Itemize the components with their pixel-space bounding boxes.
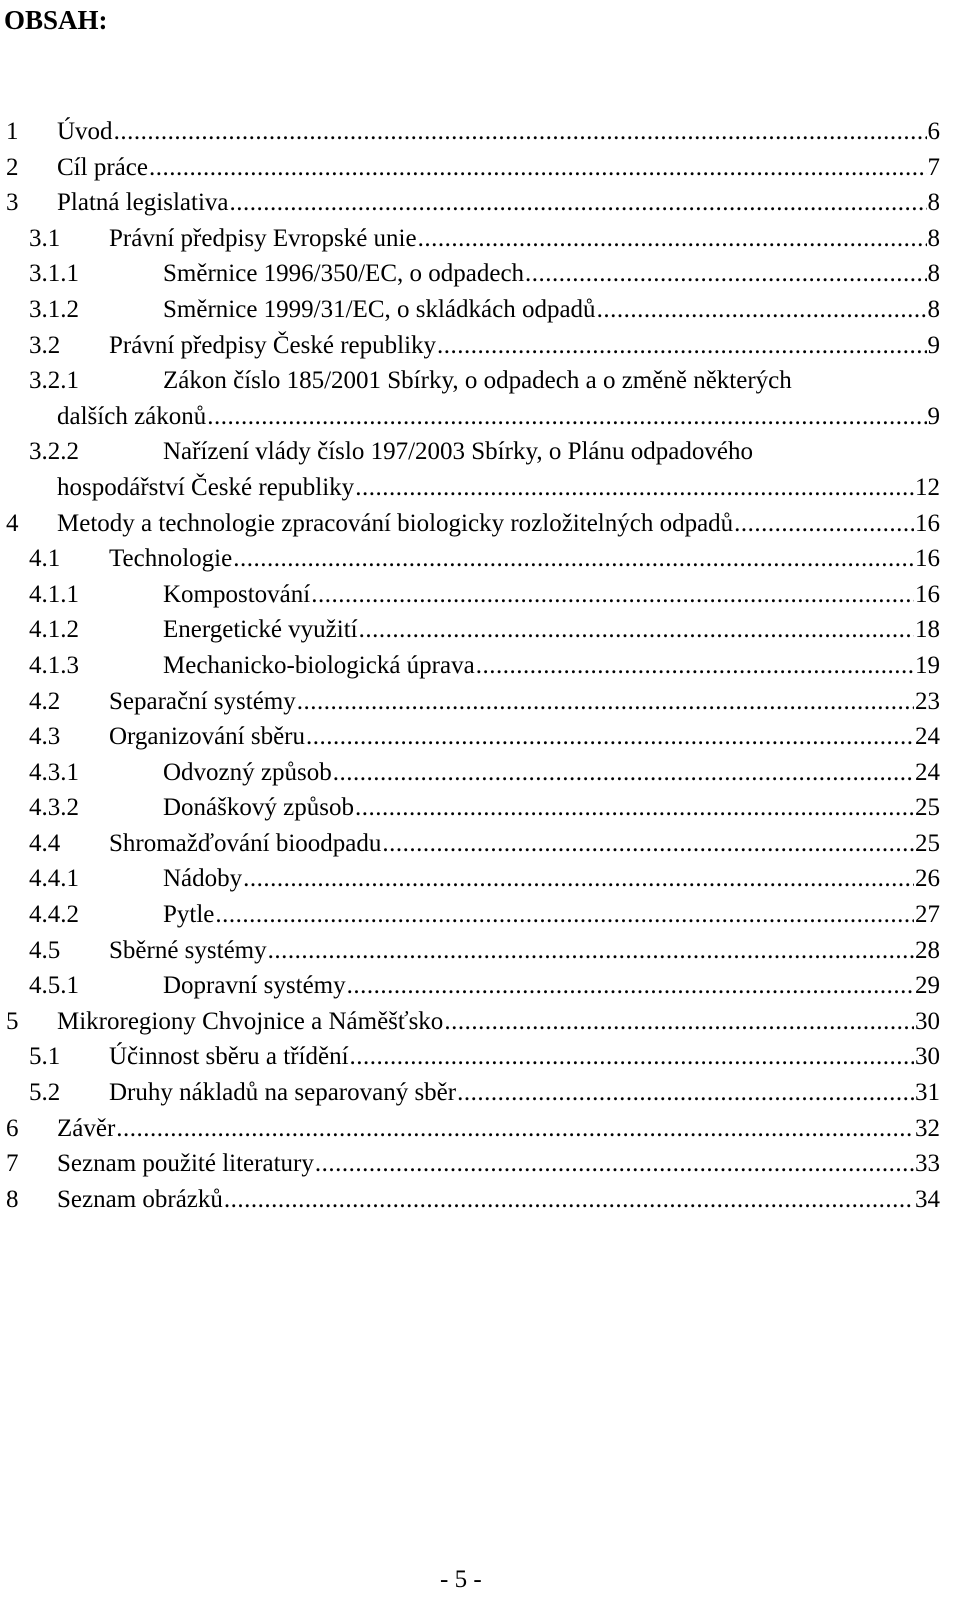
toc-entry[interactable] — [6, 719, 940, 755]
toc-entry-number: 4.1.1 — [29, 580, 79, 608]
toc-entry-title: Směrnice 1999/31/EC, o skládkách odpadů — [163, 295, 596, 323]
toc-entry[interactable] — [6, 185, 940, 221]
toc-entry-page: 29 — [915, 972, 940, 1000]
dot-leader — [347, 968, 914, 1004]
toc-entry-title: hospodářství České republiky — [57, 473, 355, 501]
toc-entry-title: Nádoby — [163, 865, 243, 893]
toc-entry[interactable] — [6, 933, 940, 969]
toc-entry-page: 16 — [915, 545, 940, 573]
dot-leader — [149, 150, 927, 186]
toc-entry-number: 4.4.2 — [29, 901, 79, 929]
toc-entry-page: 9 — [927, 331, 940, 359]
toc-entry-title: Shromažďování bioodpadu — [109, 829, 382, 857]
dot-leader — [333, 755, 914, 791]
toc-entry[interactable] — [6, 256, 940, 292]
toc-entry-page: 8 — [927, 189, 940, 217]
toc-entry-page: 24 — [915, 758, 940, 786]
toc-entry-title: Mikroregiony Chvojnice a Náměšťsko — [57, 1007, 444, 1035]
toc-entry-page: 18 — [915, 616, 940, 644]
toc-entry-page: 28 — [915, 936, 940, 964]
toc-entry-page: 32 — [915, 1114, 940, 1142]
dot-leader — [215, 897, 914, 933]
toc-entry-page: 24 — [915, 723, 940, 751]
toc-entry-title: Metody a technologie zpracování biologicky rozložitelných odpadů — [57, 509, 734, 537]
toc-entry[interactable] — [6, 577, 940, 613]
toc-entry[interactable] — [6, 541, 940, 577]
toc-entry-number: 4.1.3 — [29, 651, 79, 679]
toc-entry-page: 16 — [915, 580, 940, 608]
toc-entry-title: Pytle — [163, 901, 215, 929]
toc-entry[interactable] — [6, 434, 940, 505]
toc-entry-number: 3 — [6, 189, 19, 217]
toc-entry-title: Směrnice 1996/350/EC, o odpadech — [163, 260, 525, 288]
toc-entry-page: 8 — [927, 224, 940, 252]
dot-leader — [597, 292, 927, 328]
dot-leader — [476, 648, 914, 684]
toc-entry[interactable] — [6, 968, 940, 1004]
toc-entry-page: 25 — [915, 829, 940, 857]
toc-entry-number: 4.5 — [29, 936, 61, 964]
toc-entry-number: 3.2 — [29, 331, 61, 359]
toc-entry-title: Odvozný způsob — [163, 758, 332, 786]
toc-entry-title: Mechanicko-biologická úprava — [163, 651, 475, 679]
toc-entry-title: Organizování sběru — [109, 723, 306, 751]
toc-entry-number: 4.4.1 — [29, 865, 79, 893]
dot-leader — [525, 256, 926, 292]
toc-entry-title: Dopravní systémy — [163, 972, 346, 1000]
toc-entry-number: 3.1 — [29, 224, 61, 252]
toc-entry-page: 23 — [915, 687, 940, 715]
dot-leader — [268, 933, 914, 969]
dot-leader — [418, 221, 927, 257]
toc-entry-number: 3.2.1 — [29, 367, 79, 395]
toc-entry-number: 4.4 — [29, 829, 61, 857]
toc-entry-page: 7 — [927, 153, 940, 181]
toc-entry-page: 33 — [915, 1150, 940, 1178]
toc-entry-title: dalších zákonů — [57, 402, 207, 430]
toc-entry[interactable] — [6, 1039, 940, 1075]
toc-entry-title: Závěr — [57, 1114, 116, 1142]
toc-entry-title: Zákon číslo 185/2001 Sbírky, o odpadech a o změně některých — [163, 367, 792, 395]
toc-entry[interactable] — [6, 648, 940, 684]
dot-leader — [306, 719, 914, 755]
page-title: OBSAH: — [4, 5, 108, 35]
toc-entry-title: Technologie — [109, 545, 233, 573]
dot-leader — [734, 506, 914, 542]
dot-leader — [437, 328, 926, 364]
dot-leader — [311, 577, 914, 613]
toc-entry[interactable] — [6, 612, 940, 648]
toc-entry-number: 4.1.2 — [29, 616, 79, 644]
dot-leader — [114, 114, 927, 150]
toc-entry-number: 2 — [6, 153, 19, 181]
toc-entry-number: 4.1 — [29, 545, 61, 573]
dot-leader — [457, 1075, 914, 1111]
dot-leader — [233, 541, 914, 577]
toc-entry-title: Sběrné systémy — [109, 936, 267, 964]
toc-entry-title: Úvod — [57, 118, 113, 145]
toc-entry[interactable] — [6, 1146, 940, 1182]
dot-leader — [315, 1146, 914, 1182]
toc-entry-page: 25 — [915, 794, 940, 822]
toc-entry-number: 4.5.1 — [29, 972, 79, 1000]
toc-entry[interactable] — [6, 221, 940, 257]
toc-entry-number: 3.1.1 — [29, 260, 79, 288]
toc-entry-title: Nařízení vlády číslo 197/2003 Sbírky, o Plánu odpadového — [163, 438, 753, 466]
dot-leader — [382, 826, 914, 862]
toc-entry-page: 27 — [915, 901, 940, 929]
toc-entry-title: Právní předpisy České republiky — [109, 331, 437, 359]
toc-entry-number: 5.1 — [29, 1043, 61, 1071]
toc-entry-number: 5.2 — [29, 1079, 61, 1107]
toc-entry-page: 30 — [915, 1007, 940, 1035]
dot-leader — [297, 684, 914, 720]
toc-entry-number: 5 — [6, 1007, 19, 1035]
dot-leader — [355, 470, 914, 506]
toc-entry[interactable] — [6, 755, 940, 791]
toc-entry-page: 31 — [915, 1079, 940, 1107]
toc-entry-title: Kompostování — [163, 580, 311, 608]
toc-entry-number: 3.1.2 — [29, 295, 79, 323]
dot-leader — [229, 185, 926, 221]
toc-entry[interactable] — [6, 1075, 940, 1111]
dot-leader — [355, 790, 914, 826]
toc-entry[interactable] — [6, 684, 940, 720]
toc-entry-title: Platná legislativa — [57, 189, 229, 217]
toc-entry-title: Donáškový způsob — [163, 794, 354, 822]
toc-entry-number: 7 — [6, 1150, 19, 1178]
toc-entry-number: 4 — [6, 509, 19, 537]
toc-entry-number: 4.3 — [29, 723, 61, 751]
toc-entry[interactable] — [6, 1111, 940, 1147]
toc-entry-title: Druhy nákladů na separovaný sběr — [109, 1079, 457, 1107]
toc-entry-page: 9 — [927, 402, 940, 430]
toc-entry[interactable] — [6, 826, 940, 862]
toc-entry-page: 34 — [915, 1185, 940, 1213]
toc-entry[interactable] — [6, 328, 940, 364]
toc-entry-page: 8 — [927, 260, 940, 288]
table-of-contents — [6, 114, 940, 1217]
dot-leader — [350, 1039, 914, 1075]
toc-entry-page: 26 — [915, 865, 940, 893]
toc-entry-title: Energetické využití — [163, 616, 358, 644]
toc-entry[interactable] — [6, 790, 940, 826]
dot-leader — [444, 1004, 914, 1040]
toc-entry-number: 4.3.2 — [29, 794, 79, 822]
toc-entry[interactable] — [6, 1004, 940, 1040]
toc-entry-page: 8 — [927, 295, 940, 323]
toc-entry-page: 6 — [927, 118, 940, 145]
toc-entry[interactable] — [6, 292, 940, 328]
toc-entry-title: Cíl práce — [57, 153, 148, 181]
page-number: - 5 - — [440, 1566, 482, 1593]
toc-entry-title: Separační systémy — [109, 687, 296, 715]
toc-entry[interactable] — [6, 897, 940, 933]
toc-entry[interactable] — [6, 150, 940, 186]
toc-entry-page: 19 — [915, 651, 940, 679]
toc-entry[interactable] — [6, 1182, 940, 1218]
toc-entry-page: 16 — [915, 509, 940, 537]
toc-entry-title: Právní předpisy Evropské unie — [109, 224, 417, 252]
toc-entry[interactable] — [6, 861, 940, 897]
toc-entry-number: 1 — [6, 118, 19, 145]
dot-leader — [207, 399, 926, 435]
toc-entry-number: 8 — [6, 1185, 19, 1213]
toc-entry-number: 3.2.2 — [29, 438, 79, 466]
toc-entry-number: 4.3.1 — [29, 758, 79, 786]
dot-leader — [116, 1111, 914, 1147]
dot-leader — [359, 612, 914, 648]
toc-entry-number: 6 — [6, 1114, 19, 1142]
toc-entry[interactable] — [6, 506, 940, 542]
toc-entry-title: Seznam obrázků — [57, 1185, 223, 1213]
dot-leader — [243, 861, 914, 897]
toc-entry-page: 30 — [915, 1043, 940, 1071]
toc-entry[interactable] — [6, 114, 940, 150]
toc-entry[interactable] — [6, 363, 940, 434]
toc-entry-number: 4.2 — [29, 687, 61, 715]
dot-leader — [224, 1182, 914, 1218]
toc-entry-title: Seznam použité literatury — [57, 1150, 314, 1178]
toc-entry-page: 12 — [915, 473, 940, 501]
toc-entry-title: Účinnost sběru a třídění — [109, 1043, 349, 1071]
